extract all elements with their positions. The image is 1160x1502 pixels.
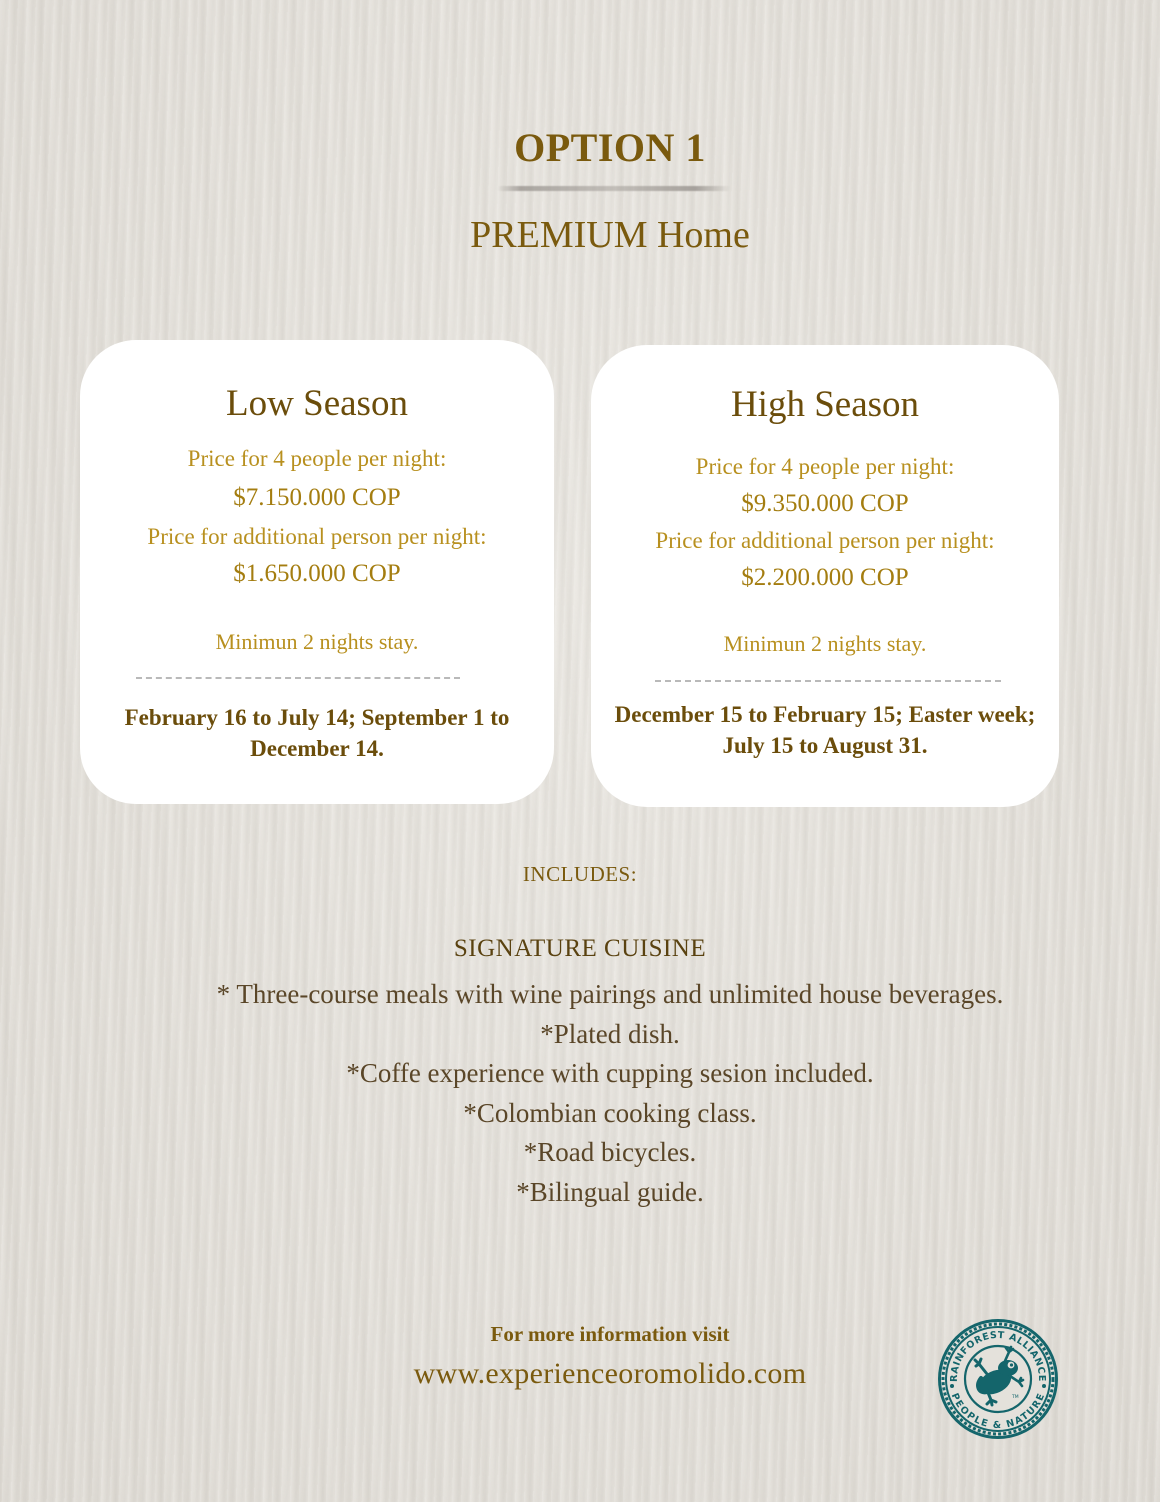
list-item: *Plated dish.	[540, 1018, 680, 1049]
high-season-card	[591, 345, 1059, 807]
svg-text:RAINFOREST ALLIANCE: RAINFOREST ALLIANCE	[948, 1329, 1048, 1383]
list-item: *Bilingual guide.	[516, 1176, 704, 1207]
season-title: Low Season	[226, 383, 408, 424]
additional-price-value: $2.200.000 COP	[741, 564, 909, 591]
website-link[interactable]: www.experienceoromolido.com	[413, 1357, 807, 1390]
group-price-label: Price for 4 people per night:	[695, 454, 955, 479]
season-dates: December 15 to February 15; Easter week; July 15 to August 31.	[614, 702, 1036, 758]
page-subtitle: PREMIUM Home	[470, 214, 750, 256]
title-brush-divider	[497, 186, 731, 191]
page-title: OPTION 1	[514, 125, 706, 170]
list-item: * Three-course meals with wine pairings and unlimited house beverages.	[216, 979, 1004, 1009]
group-price-value: $9.350.000 COP	[741, 490, 909, 517]
more-info-label: For more information visit	[490, 1322, 730, 1346]
list-item: *Coffe experience with cupping sesion included.	[346, 1058, 874, 1088]
season-title: High Season	[730, 384, 920, 425]
additional-price-label: Price for additional person per night:	[655, 528, 995, 553]
svg-text:TM: TM	[1012, 1395, 1019, 1400]
group-price-label: Price for 4 people per night:	[187, 446, 447, 471]
svg-text:PEOPLE & NATURE: PEOPLE & NATURE	[948, 1391, 1048, 1432]
list-item: *Colombian cooking class.	[463, 1097, 757, 1128]
additional-price-value: $1.650.000 COP	[233, 560, 401, 587]
group-price-value: $7.150.000 COP	[233, 484, 401, 511]
low-season-card	[80, 340, 554, 804]
additional-price-label: Price for additional person per night:	[147, 524, 487, 549]
list-item: *Road bicycles.	[523, 1137, 697, 1167]
signature-cuisine-title: SIGNATURE CUISINE	[453, 935, 707, 962]
season-dates: February 16 to July 14; September 1 to December 14.	[124, 705, 510, 761]
dashed-divider	[136, 677, 460, 679]
includes-list	[30, 975, 1160, 1212]
includes-heading: INCLUDES:	[522, 862, 638, 886]
rainforest-alliance-seal-icon	[935, 1316, 1061, 1442]
minimum-stay-note: Minimun 2 nights stay.	[215, 629, 419, 654]
minimum-stay-note: Minimun 2 nights stay.	[723, 631, 927, 656]
dashed-divider	[655, 680, 1001, 682]
